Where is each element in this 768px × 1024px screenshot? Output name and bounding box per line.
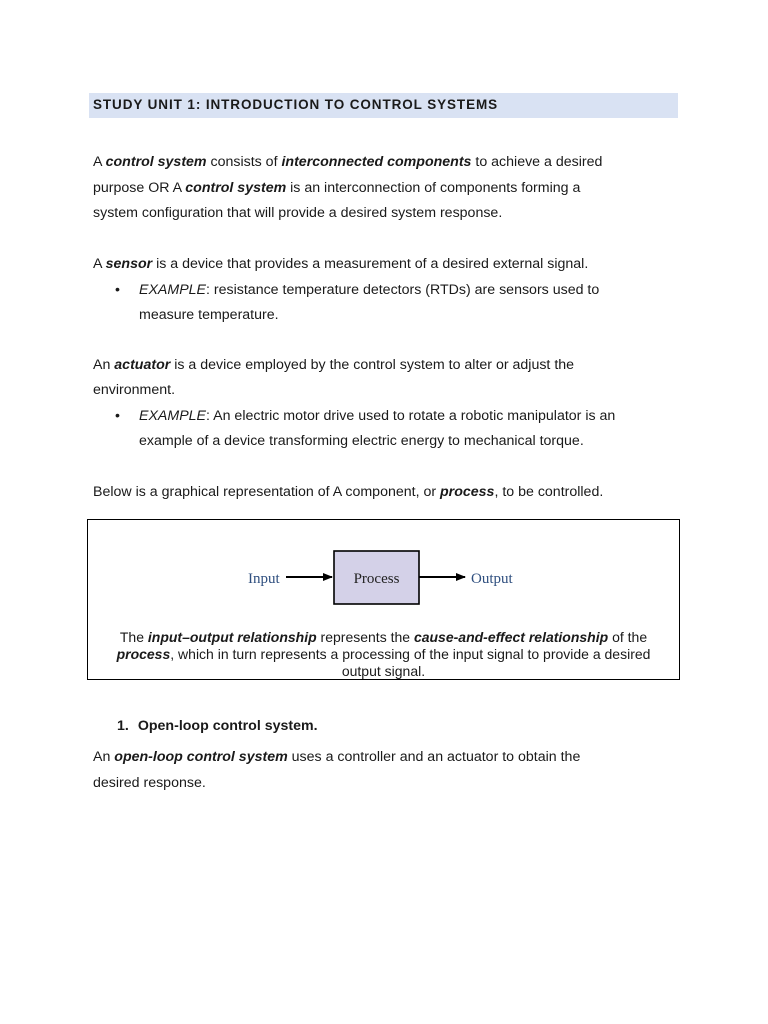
title-bar	[89, 93, 678, 118]
text: of the	[608, 629, 648, 645]
term-process: process	[116, 645, 171, 662]
control-system-definition-line-2	[93, 176, 580, 202]
process-block-diagram	[88, 520, 679, 625]
term-cause-and-effect-relationship: cause-and-effect relationship	[413, 629, 609, 645]
text: An	[93, 357, 115, 373]
bullet-icon: •	[115, 282, 120, 298]
actuator-definition-line-2: environment.	[93, 382, 176, 398]
term-actuator: actuator	[114, 357, 171, 373]
actuator-example-line-2: example of a device transforming electric energy to mechanical torque.	[139, 433, 584, 449]
document-title: STUDY UNIT 1: INTRODUCTION TO CONTROL SYSTEMS	[93, 97, 499, 112]
output-label: Output	[471, 571, 513, 587]
control-system-definition-line-3: system configuration that will provide a desired system response.	[93, 205, 503, 221]
text: is a device employed by the control system to alter or adjust the	[170, 357, 575, 373]
control-system-definition-line-1	[93, 150, 602, 176]
sensor-example-line-2: measure temperature.	[139, 307, 279, 323]
actuator-example-line-1	[139, 404, 615, 430]
process-figure	[87, 519, 680, 680]
text: is a device that provides a measurement of a desired external signal.	[152, 256, 589, 272]
example-label: EXAMPLE	[139, 282, 207, 298]
text: An	[93, 749, 115, 765]
text: The	[119, 629, 148, 645]
bullet-icon: •	[115, 408, 120, 424]
term-open-loop-control-system: open-loop control system	[114, 749, 288, 765]
text: consists of	[206, 154, 282, 170]
figure-caption	[98, 629, 669, 679]
text: , which in turn represents a processing of the input signal to provide a desired output signal.	[170, 645, 651, 679]
text: represents the	[316, 629, 414, 645]
input-label: Input	[248, 571, 280, 587]
process-intro	[93, 480, 603, 506]
section-title: Open-loop control system.	[137, 718, 318, 734]
actuator-definition-line-1	[93, 353, 574, 379]
example-label: EXAMPLE	[139, 408, 207, 424]
term-control-system: control system	[185, 180, 287, 196]
text: to achieve a desired	[471, 154, 603, 170]
sensor-example-line-1	[139, 278, 599, 304]
process-block-label: Process	[353, 571, 400, 587]
text: Below is a graphical representation of A component, or	[93, 484, 441, 500]
section-number: 1.	[117, 718, 129, 734]
text: A	[93, 154, 106, 170]
section-heading-open-loop	[117, 715, 318, 737]
term-sensor: sensor	[105, 256, 153, 272]
text: purpose OR A	[93, 180, 186, 196]
term-interconnected-components: interconnected components	[281, 154, 472, 170]
open-loop-definition-line-1	[93, 745, 580, 771]
text: uses a controller and an actuator to obtain the	[287, 749, 581, 765]
open-loop-definition-line-2: desired response.	[93, 775, 206, 791]
term-process: process	[440, 484, 495, 500]
text: : resistance temperature detectors (RTDs) are sensors used to	[206, 282, 600, 298]
sensor-definition	[93, 252, 588, 278]
text: , to be controlled.	[494, 484, 604, 500]
text: is an interconnection of components forming a	[286, 180, 581, 196]
text: A	[93, 256, 106, 272]
term-input-output-relationship: input–output relationship	[147, 629, 317, 645]
text: : An electric motor drive used to rotate a robotic manipulator is an	[206, 408, 616, 424]
term-control-system: control system	[105, 154, 207, 170]
